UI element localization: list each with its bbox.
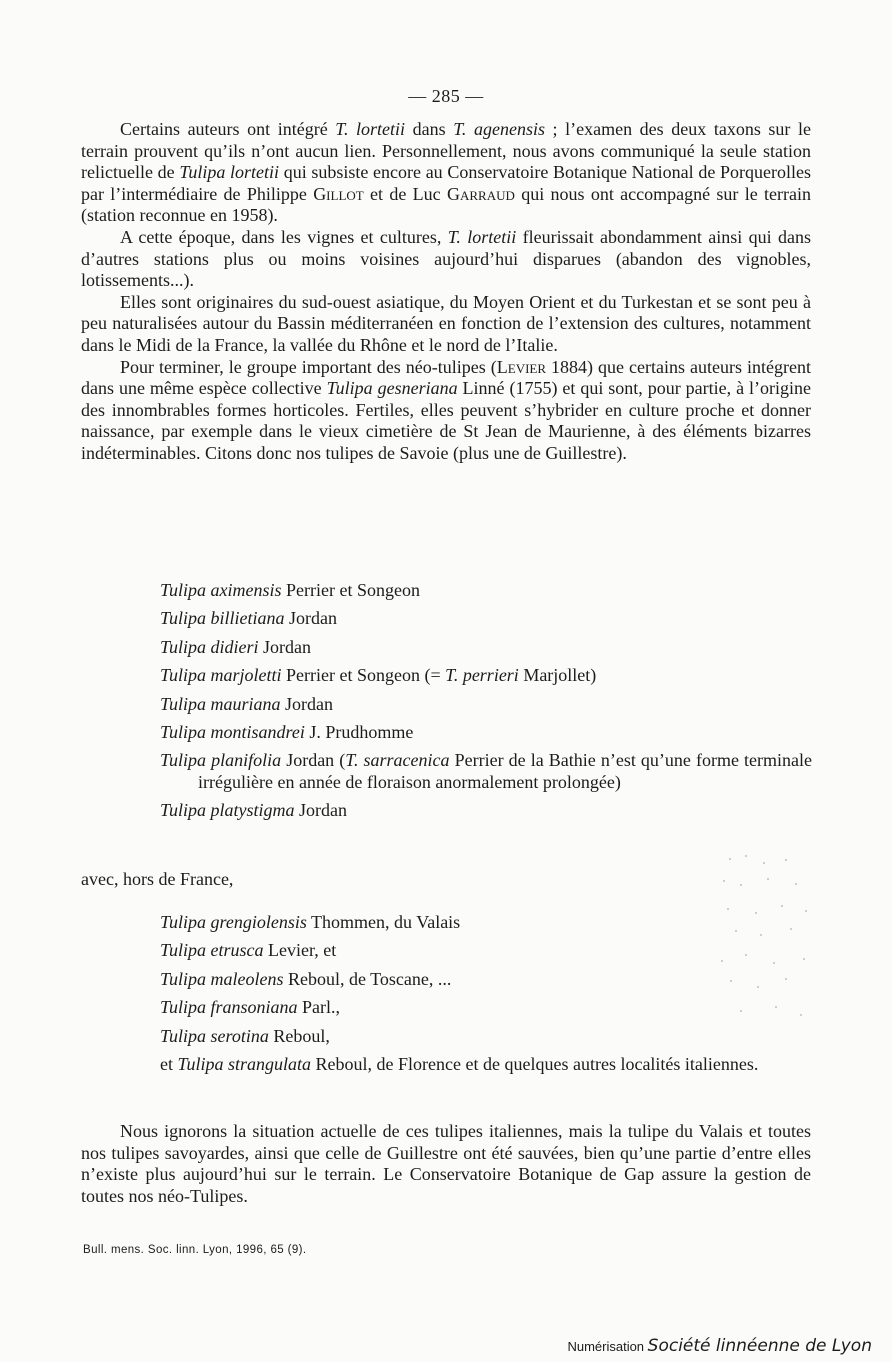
species-item — [160, 637, 812, 659]
speck — [795, 883, 797, 885]
text-run: J. Prudhomme — [304, 721, 414, 742]
speck — [760, 934, 762, 936]
speck — [745, 855, 747, 857]
scan-specks — [715, 850, 825, 1040]
italic-text: Tulipa didieri — [160, 636, 259, 657]
speck — [757, 986, 759, 988]
speck — [790, 928, 792, 930]
italic-text: Tulipa lortetii — [179, 162, 280, 183]
text-run: fleurissait abondamment ainsi qui dans d’autres stations plus ou moins voisines aujourd’hui disparues (abandon des vignobles, lotissements...). — [81, 226, 811, 291]
italic-text: Tulipa maleolens — [160, 968, 284, 989]
italic-text: T. sarracenica — [345, 750, 450, 771]
text-run: Parl., — [297, 997, 341, 1018]
text-run: Certains auteurs ont intégré — [120, 119, 336, 139]
paragraph — [81, 292, 811, 357]
text-run: Perrier et Songeon — [281, 580, 420, 600]
paragraph — [81, 227, 811, 292]
italic-text: Tulipa fransoniana — [160, 997, 298, 1018]
text-run: Reboul, de Florence et de quelques autres localités italiennes. — [311, 1053, 759, 1074]
speck — [755, 912, 757, 914]
text-run: Reboul, — [268, 1025, 330, 1046]
species-item — [160, 722, 812, 744]
species-item — [160, 608, 812, 630]
text-run: Jordan — [284, 608, 338, 629]
species-list-savoie — [160, 580, 812, 829]
digitization-credit — [567, 1336, 872, 1356]
text-run: Elles sont originaires du sud-ouest asiatique, du Moyen Orient et du Turkestan et se sont peu à peu naturalisées autour du Bassin méditerranéen en fonction de l’extension des cultures, notamment dans le Midi de la France, la vallée du Rhône et le nord de l’Italie. — [81, 291, 811, 355]
text-run: et — [160, 1053, 178, 1074]
italic-text: Tulipa billietiana — [160, 608, 285, 629]
closing-text — [81, 1121, 811, 1207]
avec-line: avec, hors de France, — [81, 869, 234, 889]
speck — [800, 1014, 802, 1016]
italic-text: Tulipa serotina — [160, 1025, 269, 1046]
speck — [729, 858, 731, 860]
species-item — [160, 580, 812, 602]
speck — [727, 908, 729, 910]
speck — [805, 910, 807, 912]
author-name: Levier — [496, 356, 547, 377]
text-run: Jordan ( — [281, 750, 346, 771]
text-run: ; l’examen des deux taxons sur le terrain prouvent qu’ils n’ont aucun lien. Personnellement, nous avons communiqué la seule station relictuelle de — [81, 119, 811, 183]
credit-prefix: Numérisation — [567, 1339, 648, 1354]
intro-text — [81, 119, 811, 465]
species-item — [160, 750, 812, 793]
journal-citation: Bull. mens. Soc. linn. Lyon, 1996, 65 (9). — [83, 1244, 307, 1256]
speck — [781, 905, 783, 907]
text-run: Marjollet) — [518, 665, 597, 686]
text-run: Linné (1755) et qui sont, pour partie, à l’origine des innombrables formes horticoles. Fertiles, elles peuvent s’hybrider en culture proche et donner naissance, par exemple dans le vieux cimetière de St Jean de Maurienne, à des éléments bizarres indéterminables. Citons donc nos tulipes de Savoie (plus une de Guillestre). — [81, 378, 812, 463]
italic-text: Tulipa planifolia — [160, 750, 282, 771]
text-run: Thommen, du Valais — [306, 912, 461, 932]
italic-text: Tulipa aximensis — [160, 580, 282, 600]
speck — [745, 954, 747, 956]
text-run: Jordan — [280, 693, 334, 714]
species-item — [160, 800, 812, 822]
paragraph — [81, 1121, 811, 1207]
page-number: — 285 — — [408, 86, 484, 106]
text-run: A cette époque, dans les vignes et cultures, — [120, 226, 448, 247]
species-item — [160, 1054, 812, 1076]
speck — [785, 978, 787, 980]
author-name: Garraud — [446, 183, 515, 204]
italic-text: T. lortetii — [447, 226, 517, 247]
species-item — [160, 694, 812, 716]
credit-society: Société linnéenne de Lyon — [647, 1336, 872, 1356]
italic-text: T. agenensis — [453, 119, 545, 139]
text-run: qui subsiste encore au Conservatoire Botanique National de Porquerolles par l’intermédiaire de Philippe — [81, 162, 811, 204]
italic-text: Tulipa gesneriana — [326, 378, 458, 399]
italic-text: Tulipa montisandrei — [160, 721, 305, 742]
speck — [740, 1010, 742, 1012]
text-run: Jordan — [294, 800, 348, 821]
speck — [730, 980, 732, 982]
speck — [723, 880, 725, 882]
paragraph — [81, 119, 811, 227]
text-run: Pour terminer, le groupe important des néo-tulipes ( — [120, 356, 497, 377]
italic-text: T. lortetii — [335, 119, 406, 139]
italic-text: Tulipa etrusca — [160, 940, 264, 961]
italic-text: Tulipa strangulata — [177, 1053, 312, 1074]
italic-text: Tulipa marjoletti — [160, 665, 282, 686]
speck — [803, 958, 805, 960]
speck — [775, 1006, 777, 1008]
speck — [735, 930, 737, 932]
speck — [773, 962, 775, 964]
italic-text: Tulipa grengiolensis — [160, 912, 307, 932]
speck — [721, 960, 723, 962]
speck — [767, 878, 769, 880]
text-run: Nous ignorons la situation actuelle de ces tulipes italiennes, mais la tulipe du Valais et toutes nos tulipes savoyardes, ainsi que celle de Guillestre ont été sauvées, bien qu’une partie d’entre elles n’existe plus aujourd’hui sur le terrain. Le Conservatoire Botanique de Gap assure la gestion de toutes nos néo-Tulipes. — [81, 1121, 811, 1206]
speck — [763, 862, 765, 864]
text-run: qui nous ont accompagné sur le terrain (station reconnue en 1958). — [81, 183, 811, 226]
italic-text: Tulipa platystigma — [160, 800, 295, 821]
italic-text: Tulipa mauriana — [160, 693, 281, 714]
text-run: Reboul, de Toscane, ... — [283, 968, 452, 989]
paragraph — [81, 357, 811, 465]
text-run: 1884) que certains auteurs intégrent dans une même espèce collective — [81, 356, 811, 399]
author-name: Gillot — [313, 183, 364, 204]
speck — [740, 884, 742, 886]
italic-text: T. perrieri — [445, 665, 519, 686]
text-run: Levier, et — [263, 940, 337, 961]
text-run: dans — [405, 119, 454, 139]
text-run: Jordan — [258, 636, 312, 657]
text-run: Perrier de la Bathie n’est qu’une forme terminale irrégulière en année de floraison anormalement prolongée) — [198, 750, 813, 792]
text-run: et de Luc — [363, 183, 447, 204]
text-run: Perrier et Songeon (= — [281, 665, 446, 686]
speck — [785, 859, 787, 861]
species-item — [160, 665, 812, 687]
